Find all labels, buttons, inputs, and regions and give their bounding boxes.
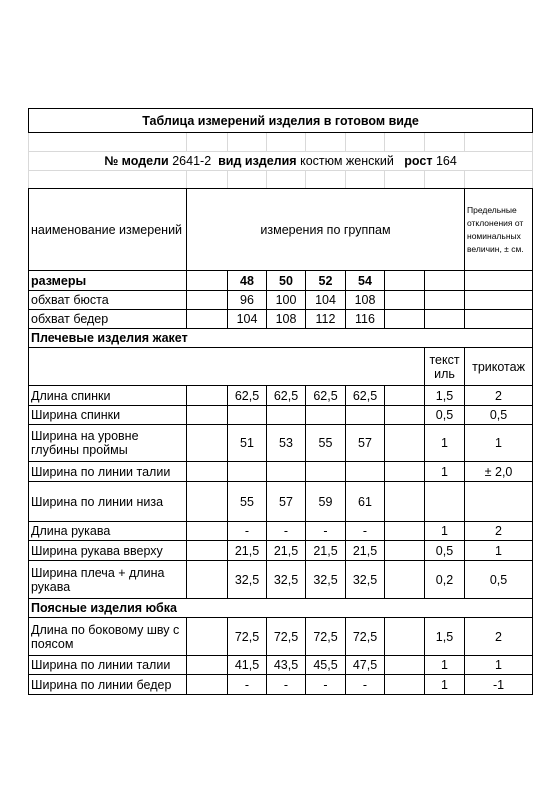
table-cell: 72,5: [346, 618, 385, 656]
table-cell: 0,5: [425, 406, 465, 425]
table-cell: 1,5: [425, 386, 465, 406]
table-cell: 21,5: [228, 541, 267, 561]
header-row: [29, 189, 533, 271]
table-cell: -: [346, 675, 385, 695]
table-row: [29, 618, 533, 656]
table-cell: 62,5: [267, 386, 306, 406]
size-cell: 52: [306, 271, 346, 291]
groups-header: измерения по группам: [187, 189, 465, 271]
table-cell: обхват бюста: [29, 291, 187, 310]
table-row: [29, 462, 533, 482]
size-cell: 50: [267, 271, 306, 291]
table-cell: Ширина по линии низа: [29, 482, 187, 522]
table-row: [29, 541, 533, 561]
table-row: [29, 310, 533, 329]
table-title: Таблица измерений изделия в готовом виде: [29, 109, 533, 133]
table-cell: Ширина плеча + длина рукава: [29, 561, 187, 599]
table-cell: 45,5: [306, 656, 346, 675]
skirt-section-title: Поясные изделия юбка: [29, 599, 533, 618]
knit-header: трикотаж: [465, 348, 533, 386]
table-cell: 1: [425, 425, 465, 462]
size-cell: 54: [346, 271, 385, 291]
table-cell: Ширина по линии талии: [29, 462, 187, 482]
table-cell: 1: [465, 541, 533, 561]
table-cell: Ширина рукава вверху: [29, 541, 187, 561]
table-cell: [267, 462, 306, 482]
table-cell: 59: [306, 482, 346, 522]
table-cell: 116: [346, 310, 385, 329]
type-label: вид изделия: [218, 154, 297, 168]
table-cell: -: [306, 675, 346, 695]
table-cell: 0,2: [425, 561, 465, 599]
table-cell: [267, 406, 306, 425]
height-label: рост: [404, 154, 433, 168]
table-cell: 1: [465, 425, 533, 462]
section-row: [29, 329, 533, 348]
table-cell: 104: [306, 291, 346, 310]
table-cell: 21,5: [346, 541, 385, 561]
table-row: [29, 291, 533, 310]
table-cell: 62,5: [346, 386, 385, 406]
table-cell: 21,5: [306, 541, 346, 561]
textile-header: текстиль: [425, 348, 465, 386]
table-cell: 57: [267, 482, 306, 522]
table-cell: 62,5: [228, 386, 267, 406]
model-row: [29, 152, 533, 171]
table-cell: 51: [228, 425, 267, 462]
table-cell: [346, 462, 385, 482]
table-cell: 108: [346, 291, 385, 310]
table-cell: 1: [425, 462, 465, 482]
table-row: [29, 522, 533, 541]
height-value: 164: [435, 154, 457, 168]
table-row: [29, 406, 533, 425]
subheader-row: [29, 348, 533, 386]
table-cell: -: [306, 522, 346, 541]
table-cell: 2: [465, 522, 533, 541]
model-label: № модели: [104, 154, 169, 168]
jacket-section-title: Плечевые изделия жакет: [29, 329, 533, 348]
table-cell: Длина спинки: [29, 386, 187, 406]
size-cell: 48: [228, 271, 267, 291]
table-cell: 32,5: [267, 561, 306, 599]
table-cell: 96: [228, 291, 267, 310]
table-row: [29, 561, 533, 599]
table-cell: 53: [267, 425, 306, 462]
table-cell: [346, 406, 385, 425]
table-cell: 2: [465, 386, 533, 406]
table-cell: 1,5: [425, 618, 465, 656]
table-cell: Длина рукава: [29, 522, 187, 541]
sizes-label: размеры: [29, 271, 187, 291]
table-row: [29, 675, 533, 695]
table-cell: Длина по боковому шву с поясом: [29, 618, 187, 656]
table-cell: 1: [465, 656, 533, 675]
table-cell: [228, 462, 267, 482]
table-cell: 0,5: [425, 541, 465, 561]
type-value: костюм женский: [300, 154, 394, 168]
table-row: [29, 386, 533, 406]
table-cell: обхват бедер: [29, 310, 187, 329]
table-cell: 61: [346, 482, 385, 522]
section-row: [29, 599, 533, 618]
table-cell: 62,5: [306, 386, 346, 406]
table-cell: 2: [465, 618, 533, 656]
table-cell: Ширина по линии талии: [29, 656, 187, 675]
table-cell: 1: [425, 675, 465, 695]
table-cell: ± 2,0: [465, 462, 533, 482]
title-row: [29, 109, 533, 133]
table-cell: 0,5: [465, 561, 533, 599]
table-cell: Ширина спинки: [29, 406, 187, 425]
table-cell: 32,5: [228, 561, 267, 599]
table-row: [29, 656, 533, 675]
table-cell: [306, 406, 346, 425]
table-cell: 112: [306, 310, 346, 329]
measurement-sheet: [28, 108, 525, 695]
table-cell: 21,5: [267, 541, 306, 561]
sizes-row: [29, 271, 533, 291]
table-cell: 72,5: [267, 618, 306, 656]
table-cell: -: [267, 522, 306, 541]
table-cell: 72,5: [306, 618, 346, 656]
table-cell: [228, 406, 267, 425]
model-value: 2641-2: [172, 154, 212, 168]
table-cell: [306, 462, 346, 482]
table-cell: 72,5: [228, 618, 267, 656]
table-cell: [465, 482, 533, 522]
table-cell: -: [228, 522, 267, 541]
table-cell: 108: [267, 310, 306, 329]
table-cell: -1: [465, 675, 533, 695]
table-cell: 1: [425, 656, 465, 675]
table-cell: -: [267, 675, 306, 695]
table-cell: 55: [228, 482, 267, 522]
table-cell: 32,5: [306, 561, 346, 599]
table-cell: 100: [267, 291, 306, 310]
table-cell: 47,5: [346, 656, 385, 675]
table-cell: 57: [346, 425, 385, 462]
table-row: [29, 425, 533, 462]
table-cell: 1: [425, 522, 465, 541]
table-cell: Ширина по линии бедер: [29, 675, 187, 695]
table-cell: -: [346, 522, 385, 541]
table-cell: 55: [306, 425, 346, 462]
table-cell: 43,5: [267, 656, 306, 675]
table-cell: Ширина на уровне глубины проймы: [29, 425, 187, 462]
table-cell: 32,5: [346, 561, 385, 599]
measurement-table: [28, 108, 533, 695]
table-cell: 0,5: [465, 406, 533, 425]
table-cell: 104: [228, 310, 267, 329]
name-col-header: наименование измерений: [29, 189, 187, 271]
table-cell: 41,5: [228, 656, 267, 675]
table-cell: -: [228, 675, 267, 695]
table-cell: [425, 482, 465, 522]
deviations-header: Предельные отклонения от номинальных величин, ± см.: [465, 189, 533, 271]
table-row: [29, 482, 533, 522]
